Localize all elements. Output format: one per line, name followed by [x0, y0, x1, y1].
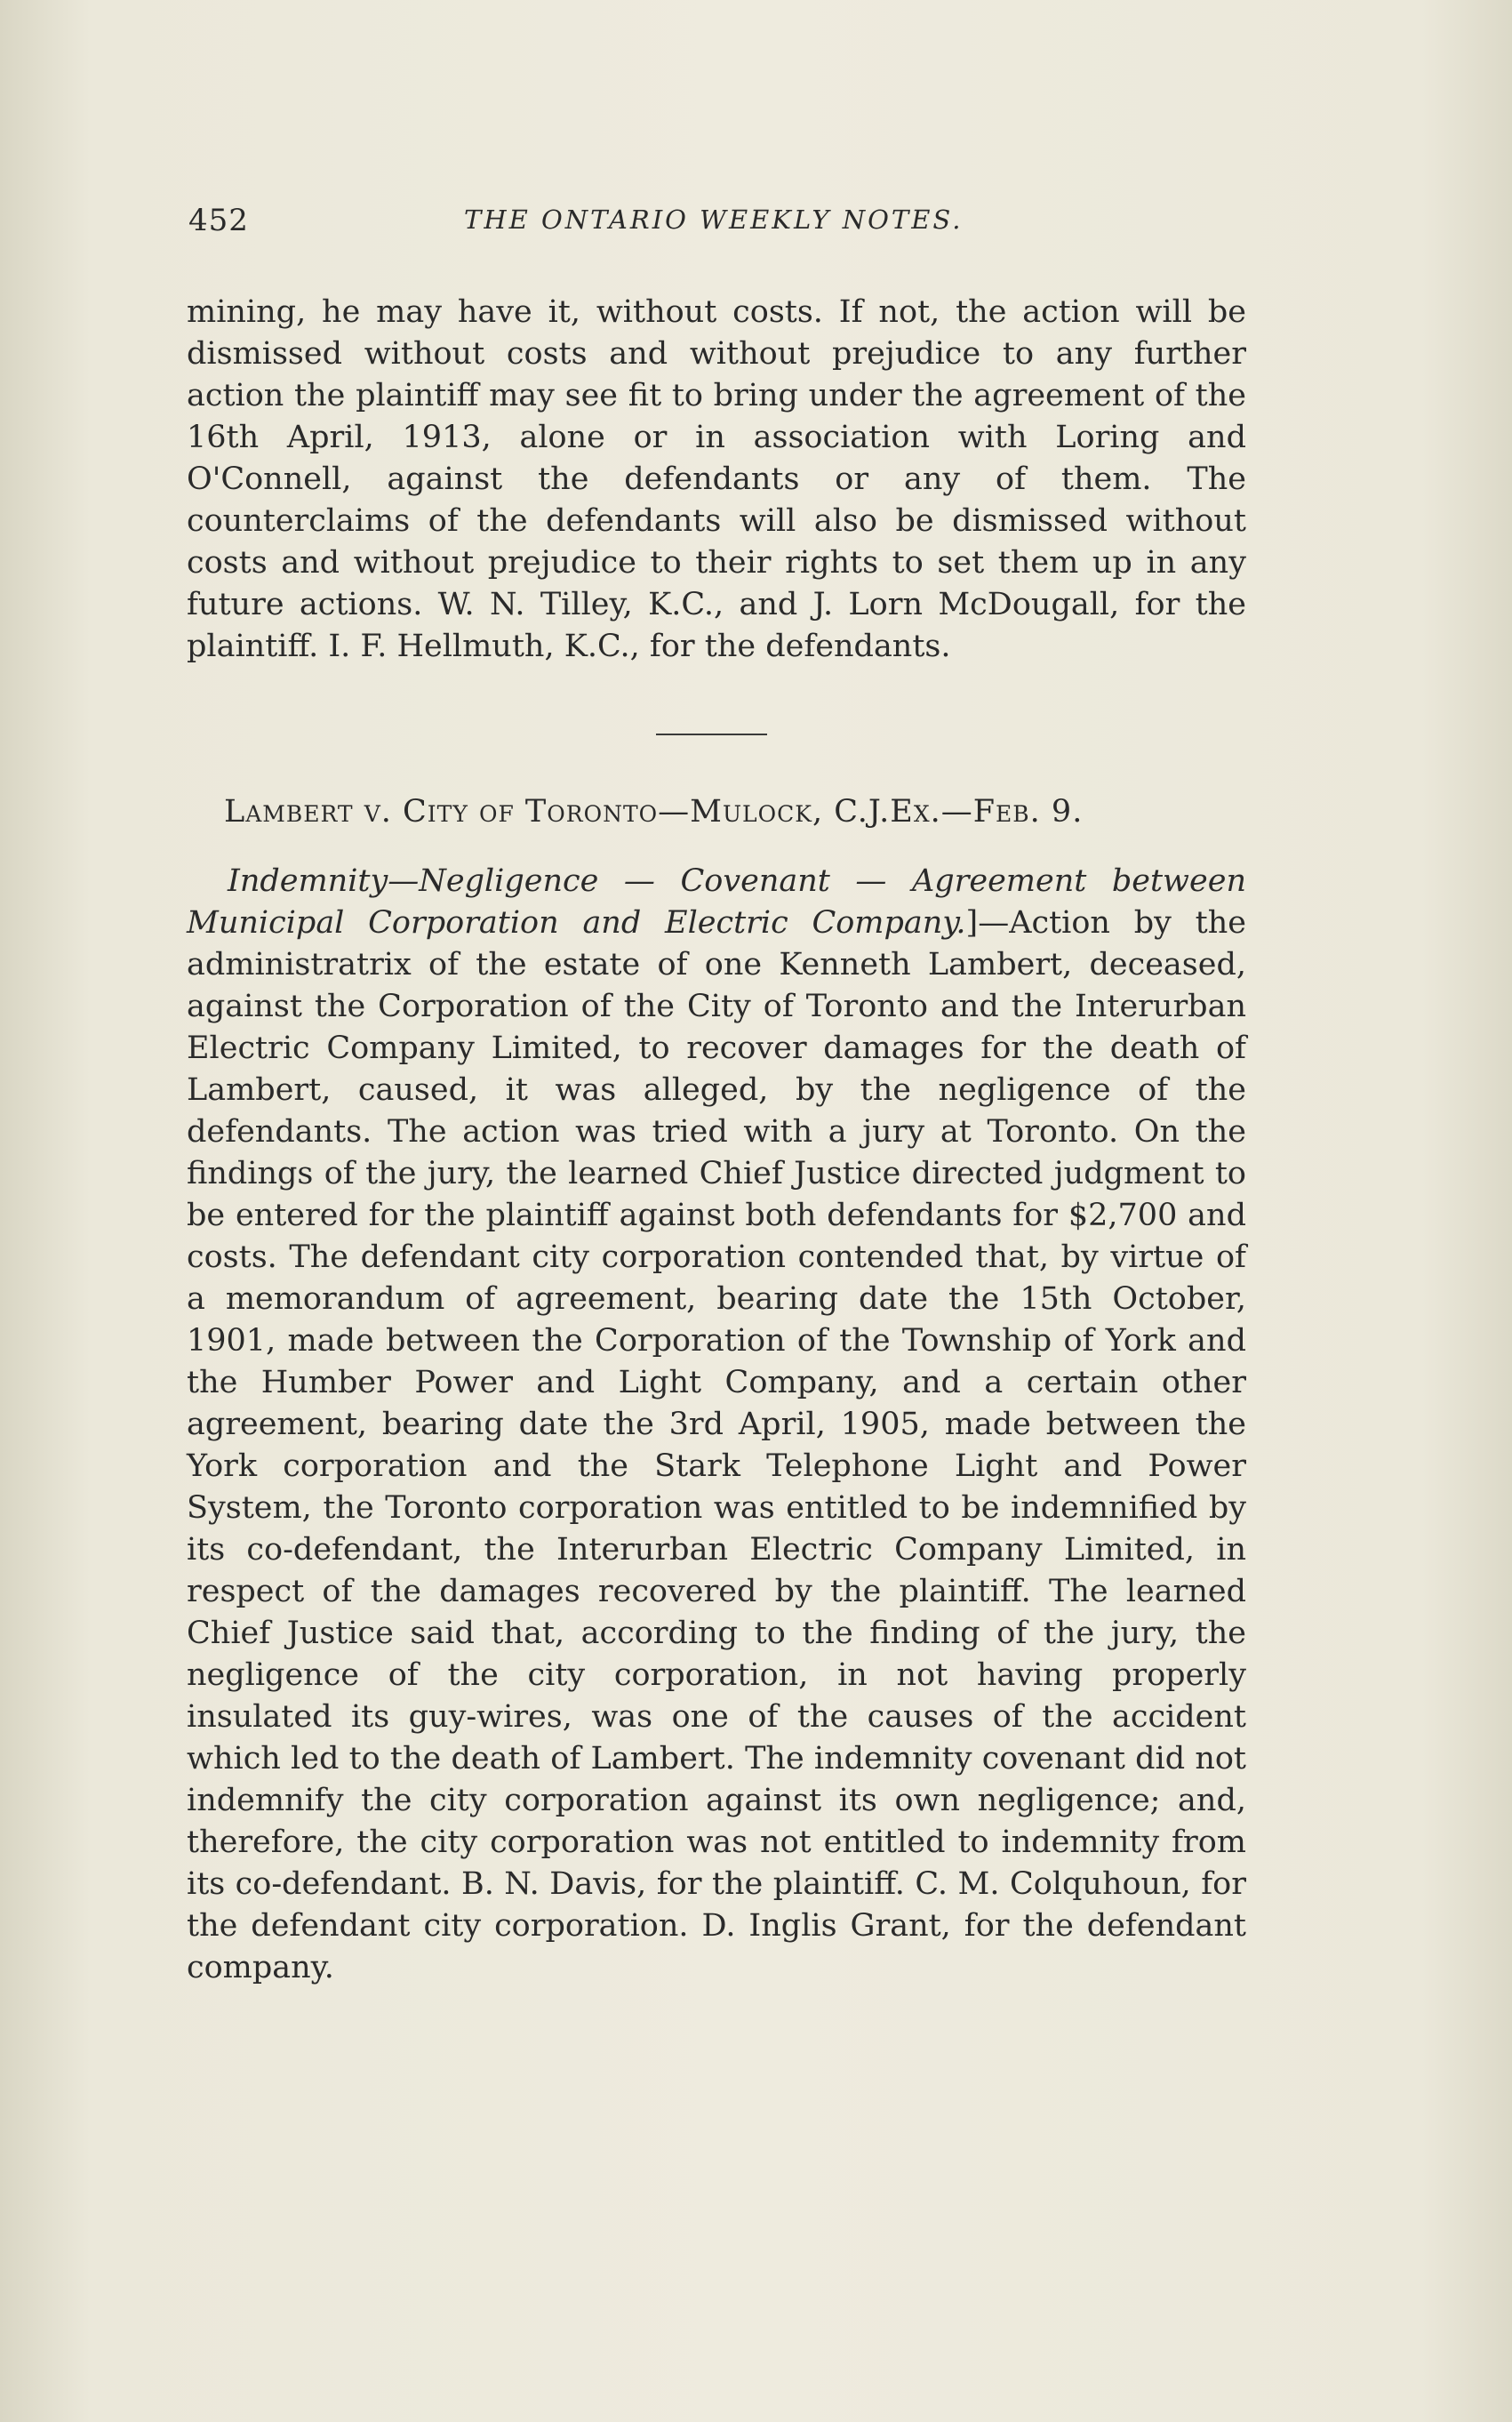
case-headnote: Indemnity—Negligence — Covenant — Agreement between Municipal Corporation and Electric Company.	[187, 863, 1246, 941]
case-paragraph	[187, 861, 1246, 1989]
continuation-paragraph	[187, 292, 1246, 668]
case-heading: Lambert v. City of Toronto—Mulock, C.J.Ex.—Feb. 9.	[224, 794, 1084, 830]
journal-title: THE ONTARIO WEEKLY NOTES.	[464, 205, 964, 235]
continuation-text: mining, he may have it, without costs. If not, the action will be dismissed without costs and without prejudice to any further action the plaintiff may see fit to bring under the agreement of the 16th April, 1913, alone or in association with Loring and O'Connell, against the defendants or any of them. The counterclaims of the defendants will also be dismissed without costs and without prejudice to their rights to set them up in any future actions. W. N. Tilley, K.C., and J. Lorn McDougall, for the plaintiff. I. F. Hellmuth, K.C., for the defendants.	[187, 294, 1246, 664]
page-number: 452	[188, 203, 249, 238]
running-head	[188, 203, 1246, 247]
section-divider	[656, 734, 767, 735]
case-body: ]—Action by the administratrix of the estate of one Kenneth Lambert, deceased, against the Corporation of the City of Toronto and the Interurban Electric Company Limited, to recover damages for the death of Lambert, caused, it was alleged, by the negligence of the defendants. The action was tried with a jury at Toronto. On the findings of the jury, the learned Chief Justice directed judgment to be entered for the plaintiff against both defendants for $2,700 and costs. The defendant city corporation contended that, by virtue of a memorandum of agreement, bearing date the 15th October, 1901, made between the Corporation of the Township of York and the Humber Power and Light Company, and a certain other agreement, bearing date the 3rd April, 1905, made between the York corporation and the Stark Telephone Light and Power System, the Toronto corporation was entitled to be indemnified by its co-defendant, the Interurban Electric Company Limited, in respect of the damages recovered by the plaintiff. The learned Chief Justice said that, according to the finding of the jury, the negligence of the city corporation, in not having properly insulated its guy-wires, was one of the causes of the accident which led to the death of Lambert. The indemnity covenant did not indemnify the city corporation against its own negligence; and, therefore, the city corporation was not entitled to indemnity from its co-defendant. B. N. Davis, for the plaintiff. C. M. Colquhoun, for the defendant city corporation. D. Inglis Grant, for the defendant company.	[187, 905, 1246, 1985]
